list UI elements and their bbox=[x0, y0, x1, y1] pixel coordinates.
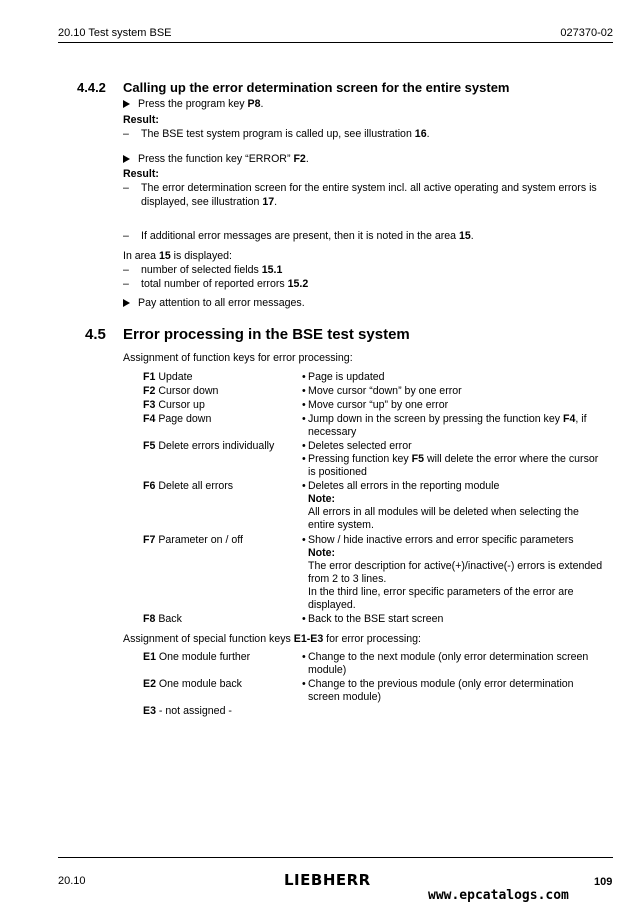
key-f2-desc: Move cursor “down” by one error bbox=[308, 385, 462, 397]
result-dash: – bbox=[123, 230, 129, 242]
header-right: 027370-02 bbox=[560, 27, 613, 39]
header-left: 20.10 Test system BSE bbox=[58, 27, 172, 39]
key-f7-note4: displayed. bbox=[308, 599, 356, 611]
footer-rule bbox=[58, 857, 613, 858]
bullet: • bbox=[302, 413, 306, 425]
key-e2-desc2: screen module) bbox=[308, 691, 382, 703]
key-f4-desc: Jump down in the screen by pressing the function key F4, if bbox=[308, 413, 587, 425]
key-f3: F3 Cursor up bbox=[143, 399, 205, 411]
key-f8: F8 Back bbox=[143, 613, 182, 625]
special-keys-intro: Assignment of special function keys E1-E3 for error processing: bbox=[123, 633, 421, 645]
additional-errors-note: If additional error messages are present, then it is noted in the area 15. bbox=[141, 230, 474, 242]
bullet: • bbox=[302, 385, 306, 397]
bullet: • bbox=[302, 651, 306, 663]
key-f1-desc: Page is updated bbox=[308, 371, 385, 383]
key-f8-desc: Back to the BSE start screen bbox=[308, 613, 444, 625]
section-number-442: 4.4.2 bbox=[77, 80, 106, 95]
footer-left: 20.10 bbox=[58, 875, 86, 887]
key-f2: F2 Cursor down bbox=[143, 385, 219, 397]
watermark-text: www.epcatalogs.com bbox=[428, 888, 569, 903]
bullet: • bbox=[302, 480, 306, 492]
key-f7-desc: Show / hide inactive errors and error specific parameters bbox=[308, 534, 574, 546]
key-e1-desc2: module) bbox=[308, 664, 347, 676]
key-f4-desc-line2: necessary bbox=[308, 426, 357, 438]
key-e2-desc1: Change to the previous module (only error determination bbox=[308, 678, 574, 690]
result-2-line1: The error determination screen for the entire system incl. all active operating and system errors is bbox=[141, 182, 597, 194]
key-f7-note3: In the third line, error specific parameters of the error are bbox=[308, 586, 574, 598]
key-f3-desc: Move cursor “up” by one error bbox=[308, 399, 449, 411]
key-f5-desc2-line2: is positioned bbox=[308, 466, 367, 478]
step-pay-attention: Pay attention to all error messages. bbox=[123, 297, 305, 310]
liebherr-logo: LIEBHERR bbox=[284, 871, 371, 889]
result-label: Result: bbox=[123, 168, 159, 180]
list-dash: – bbox=[123, 264, 129, 276]
bullet: • bbox=[302, 613, 306, 625]
section-title-442: Calling up the error determination screen for the entire system bbox=[123, 80, 510, 95]
key-f6: F6 Delete all errors bbox=[143, 480, 234, 492]
key-f4: F4 Page down bbox=[143, 413, 212, 425]
key-f5: F5 Delete errors individually bbox=[143, 440, 275, 452]
key-e3: E3 - not assigned - bbox=[143, 705, 232, 717]
key-f7-note2: from 2 to 3 lines. bbox=[308, 573, 387, 585]
area-15-intro: In area 15 is displayed: bbox=[123, 250, 232, 262]
step-press-p8: Press the program key P8. bbox=[123, 98, 263, 111]
bullet: • bbox=[302, 678, 306, 690]
bullet: • bbox=[302, 399, 306, 411]
step-arrow-icon bbox=[123, 100, 130, 108]
bullet: • bbox=[302, 371, 306, 383]
key-f5-desc2: Pressing function key F5 will delete the error where the cursor bbox=[308, 453, 599, 465]
result-dash: – bbox=[123, 128, 129, 140]
result-label: Result: bbox=[123, 114, 159, 126]
area-item-selected-fields: number of selected fields 15.1 bbox=[141, 264, 283, 276]
step-arrow-icon bbox=[123, 155, 130, 163]
page-number: 109 bbox=[594, 876, 613, 888]
key-e1: E1 One module further bbox=[143, 651, 251, 663]
result-1-text: The BSE test system program is called up, see illustration 16. bbox=[141, 128, 430, 140]
bullet: • bbox=[302, 534, 306, 546]
step-press-f2: Press the function key “ERROR” F2. bbox=[123, 153, 309, 166]
list-dash: – bbox=[123, 278, 129, 290]
section-number-45: 4.5 bbox=[85, 326, 106, 343]
bullet: • bbox=[302, 440, 306, 452]
result-dash: – bbox=[123, 182, 129, 194]
bullet: • bbox=[302, 453, 306, 465]
key-f1: F1 Update bbox=[143, 371, 193, 383]
key-f6-desc: Deletes all errors in the reporting module bbox=[308, 480, 500, 492]
note-label: Note: bbox=[308, 493, 336, 505]
step-arrow-icon bbox=[123, 299, 130, 307]
area-item-total-errors: total number of reported errors 15.2 bbox=[141, 278, 309, 290]
section-title-45: Error processing in the BSE test system bbox=[123, 326, 410, 343]
key-f7: F7 Parameter on / off bbox=[143, 534, 243, 546]
key-f7-note1: The error description for active(+)/inactive(-) errors is extended bbox=[308, 560, 603, 572]
key-e1-desc1: Change to the next module (only error determination screen bbox=[308, 651, 589, 663]
key-f6-note2: entire system. bbox=[308, 519, 374, 531]
header-rule bbox=[58, 42, 613, 43]
function-keys-intro: Assignment of function keys for error processing: bbox=[123, 352, 353, 364]
key-f6-note1: All errors in all modules will be deleted when selecting the bbox=[308, 506, 579, 518]
note-label: Note: bbox=[308, 547, 336, 559]
result-2-line2: displayed, see illustration 17. bbox=[141, 196, 278, 208]
key-f5-desc1: Deletes selected error bbox=[308, 440, 412, 452]
key-e2: E2 One module back bbox=[143, 678, 242, 690]
